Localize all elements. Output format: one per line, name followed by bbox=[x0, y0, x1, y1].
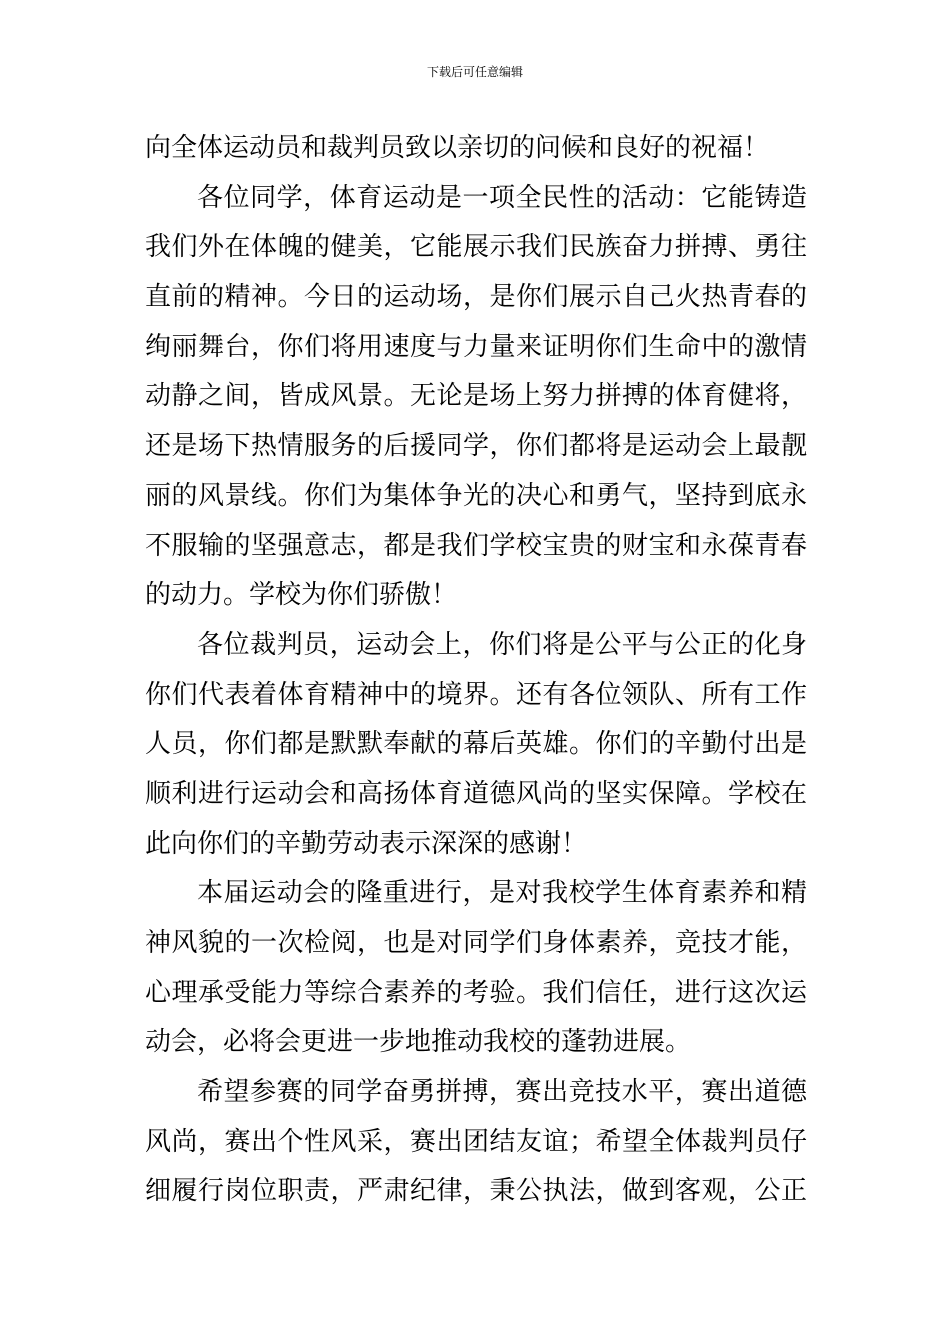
text-line: 的动力。学校为你们骄傲！ bbox=[145, 580, 458, 611]
text-line: 各位裁判员，运动会上，你们将是公平与公正的化身 bbox=[197, 629, 807, 660]
text-line: 绚丽舞台，你们将用速度与力量来证明你们生命中的激情 bbox=[145, 331, 807, 362]
text-line: 动会，必将会更进一步地推动我校的蓬勃进展。 bbox=[145, 1027, 692, 1058]
text-line: 人员，你们都是默默奉献的幕后英雄。你们的辛勤付出是 bbox=[145, 729, 807, 760]
text-line: 神风貌的一次检阅，也是对同学们身体素养，竞技才能， bbox=[145, 928, 807, 958]
text-line: 希望参赛的同学奋勇拼搏，赛出竞技水平，赛出道德 bbox=[197, 1077, 807, 1108]
text-line: 心理承受能力等综合素养的考验。我们信任，进行这次运 bbox=[145, 977, 807, 1008]
text-line: 动静之间，皆成风景。无论是场上努力拼搏的体育健将， bbox=[145, 381, 807, 412]
document-body bbox=[145, 124, 807, 1217]
text-line: 细履行岗位职责，严肃纪律，秉公执法，做到客观，公正 bbox=[145, 1176, 807, 1207]
text-line: 向全体运动员和裁判员致以亲切的问候和良好的祝福！ bbox=[145, 133, 770, 163]
text-line: 顺利进行运动会和高扬体育道德风尚的坚实保障。学校在 bbox=[145, 778, 807, 809]
text-line: 还是场下热情服务的后援同学，你们都将是运动会上最靓 bbox=[145, 431, 807, 462]
text-line: 各位同学，体育运动是一项全民性的活动：它能铸造 bbox=[197, 182, 807, 213]
page-header: 下载后可任意编辑 bbox=[426, 65, 523, 79]
text-line: 直前的精神。今日的运动场，是你们展示自己火热青春的 bbox=[145, 282, 807, 313]
text-line: 你们代表着体育精神中的境界。还有各位领队、所有工作 bbox=[145, 679, 807, 710]
text-line: 风尚，赛出个性风采，赛出团结友谊；希望全体裁判员仔 bbox=[145, 1126, 807, 1157]
text-line: 本届运动会的隆重进行，是对我校学生体育素养和精 bbox=[197, 878, 807, 909]
text-line: 丽的风景线。你们为集体争光的决心和勇气，坚持到底永 bbox=[145, 480, 807, 511]
text-line: 我们外在体魄的健美，它能展示我们民族奋力拼搏、勇往 bbox=[145, 232, 807, 263]
text-line: 此向你们的辛勤劳动表示深深的感谢！ bbox=[145, 828, 588, 859]
text-line: 不服输的坚强意志，都是我们学校宝贵的财宝和永葆青春 bbox=[145, 530, 807, 561]
